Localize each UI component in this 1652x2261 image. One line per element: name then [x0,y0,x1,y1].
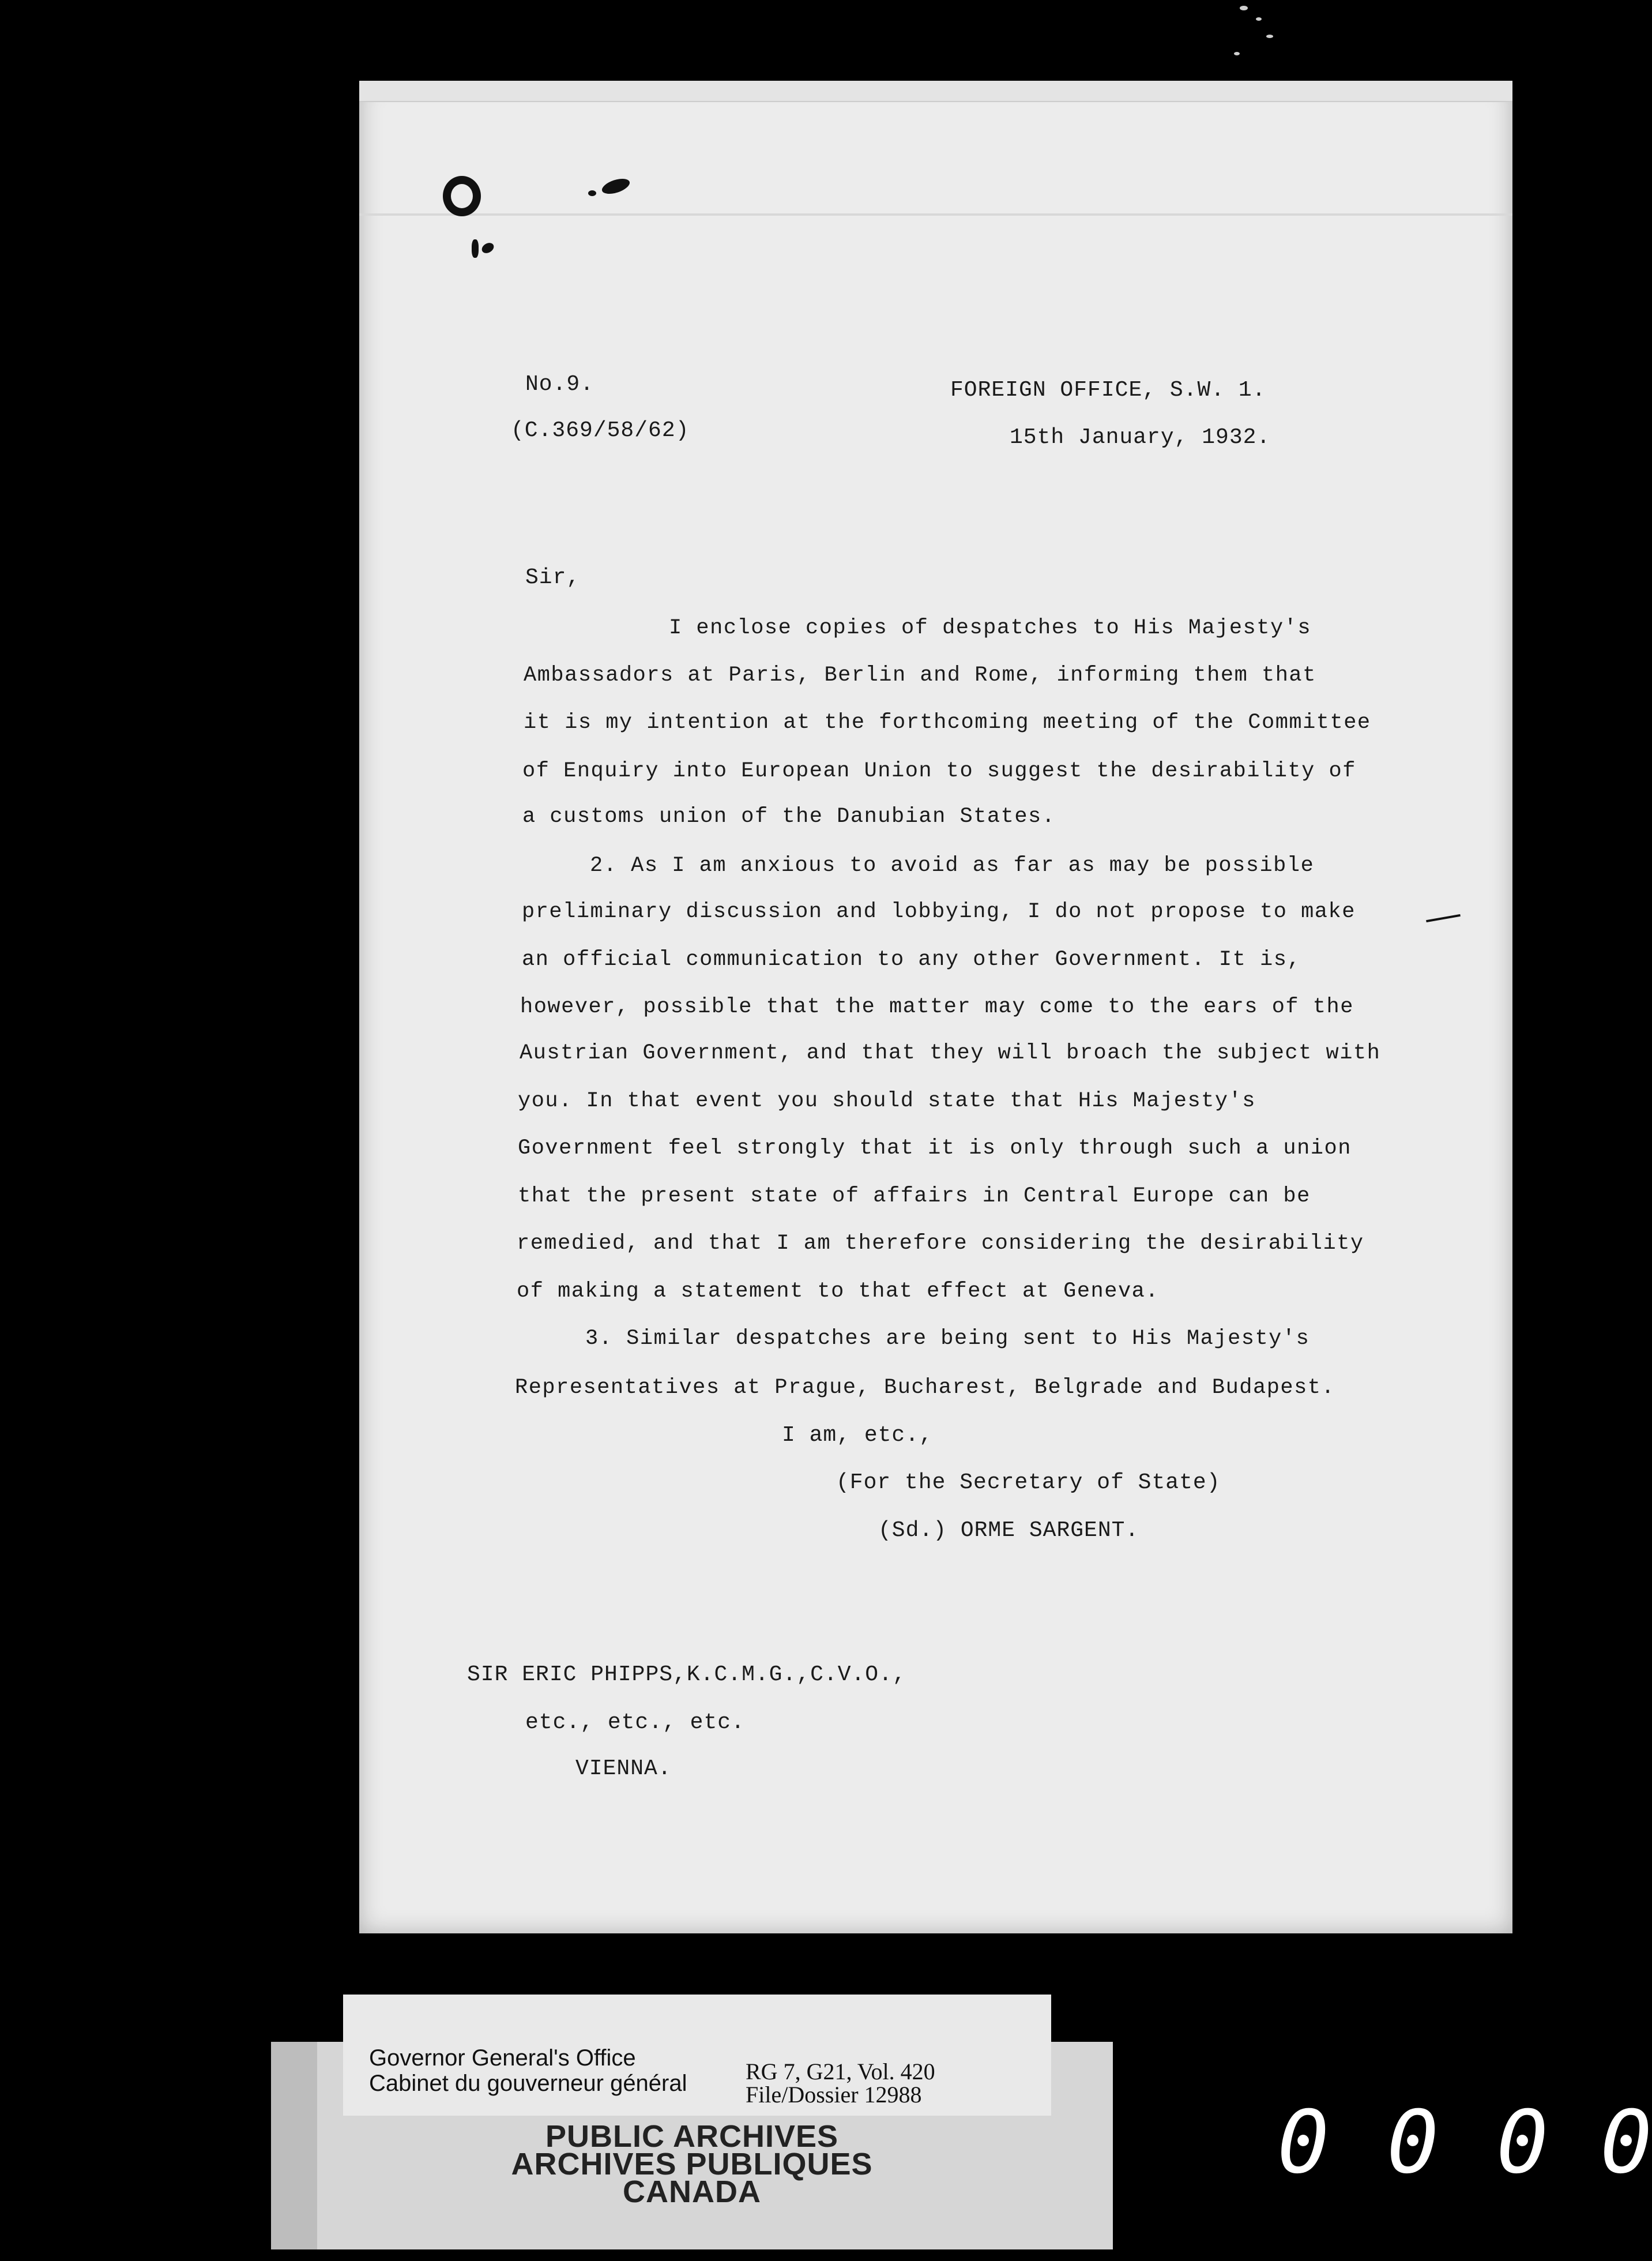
body-line: it is my intention at the forthcoming meeting of the Committee [524,711,1371,735]
archive-strip-edge [271,2042,317,2249]
ink-circle-mark [443,176,481,216]
office-address: FOREIGN OFFICE, S.W. 1. [950,378,1266,403]
film-speck [1234,52,1240,55]
stamp-line-1: PUBLIC ARCHIVES [545,2119,839,2154]
body-line: however, possible that the matter may come to the ears of the [520,995,1354,1019]
body-line: you. In that event you should state that His Majesty's [518,1089,1256,1113]
addressee-name: SIR ERIC PHIPPS,K.C.M.G.,C.V.O., [467,1662,906,1687]
film-speck [1256,17,1262,21]
addressee-city: VIENNA. [575,1756,672,1781]
body-line: 3. Similar despatches are being sent to His Majesty's [585,1327,1310,1351]
stamp-line-2: ARCHIVES PUBLIQUES [511,2147,873,2181]
closing: I am, etc., [782,1423,933,1448]
letter-date: 15th January, 1932. [1010,425,1271,450]
body-line: of making a statement to that effect at Geneva. [517,1279,1160,1304]
archive-label [343,1995,1051,2116]
secretary-line: (For the Secretary of State) [836,1470,1221,1495]
label-file: File/Dossier 12988 [746,2082,922,2108]
signature: (Sd.) ORME SARGENT. [878,1518,1139,1543]
label-office-fr: Cabinet du gouverneur général [369,2071,687,2096]
ink-mark [480,241,495,256]
body-line: that the present state of affairs in Central Europe can be [518,1184,1311,1208]
addressee-etc: etc., etc., etc. [525,1710,745,1735]
body-line: Austrian Government, and that they will broach the subject with [520,1041,1381,1065]
salutation: Sir, [525,565,581,590]
stamp-line-3: CANADA [623,2174,761,2209]
letter-reference: (C.369/58/62) [511,418,690,443]
ink-mark [588,190,596,196]
paper-top-edge [359,81,1512,102]
body-line: preliminary discussion and lobbying, I do not propose to make [522,900,1356,924]
frame-digit: 0 [1496,2093,1549,2193]
paper-fold [359,213,1512,216]
ink-mark [1426,914,1461,922]
ink-mark [600,176,631,197]
label-record-group: RG 7, G21, Vol. 420 [746,2059,935,2085]
body-line: remedied, and that I am therefore considering the desirability [517,1231,1364,1256]
label-office-en: Governor General's Office [369,2045,636,2071]
body-line: a customs union of the Danubian States. [522,805,1056,829]
body-line: 2. As I am anxious to avoid as far as may be possible [590,854,1315,878]
film-speck [1266,35,1273,38]
frame-digit: 0 [1600,2093,1652,2193]
frame-digit: 0 [1387,2093,1439,2193]
ink-mark [472,239,479,258]
body-line: Representatives at Prague, Bucharest, Belgrade and Budapest. [515,1376,1335,1400]
archives-stamp [507,2119,876,2209]
body-line: Ambassadors at Paris, Berlin and Rome, informing them that [524,663,1316,688]
body-line: an official communication to any other Government. It is, [522,948,1301,972]
document-page [359,81,1512,1933]
letter-number: No.9. [525,372,594,397]
body-line: of Enquiry into European Union to suggest the desirability of [522,759,1356,783]
film-speck [1240,6,1248,10]
body-line: Government feel strongly that it is only through such a union [518,1136,1352,1160]
frame-digit: 0 [1277,2093,1330,2193]
body-line: I enclose copies of despatches to His Majesty's [669,616,1312,640]
